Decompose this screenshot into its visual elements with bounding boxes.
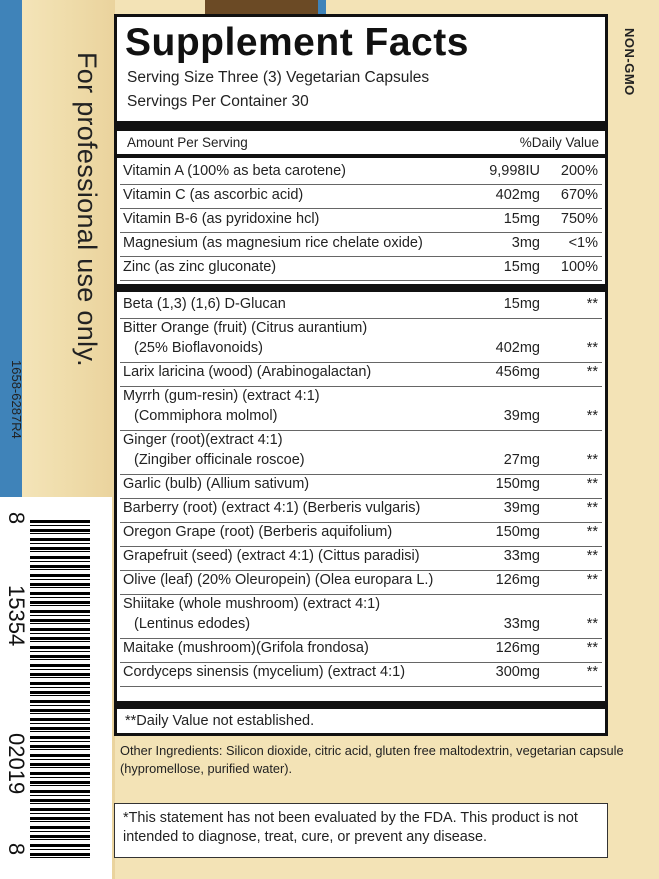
nutrient-daily-value: 750% [560,211,598,227]
ingredient-daily-value: ** [586,408,598,424]
ingredient-daily-value: ** [586,476,598,492]
nutrient-name: Vitamin C (as ascorbic acid) [123,187,304,203]
ingredient-name: Olive (leaf) (20% Oleuropein) (Olea europara L.) [123,572,434,588]
ingredient-row [120,522,602,547]
barcode-digit: 8 [4,842,29,856]
daily-value-footnote: **Daily Value not established. [125,713,315,729]
ingredient-name: Grapefruit (seed) (extract 4:1) (Cittus paradisi) [123,548,420,564]
nutrient-name: Vitamin B-6 (as pyridoxine hcl) [123,211,320,227]
ingredient-subname: (Commiphora molmol) [134,408,278,424]
ingredient-amount: 27mg [503,452,540,468]
ingredient-amount: 150mg [495,524,540,540]
professional-use-text: For professional use only. [72,52,102,367]
thick-divider [117,121,605,131]
ingredient-row [120,546,602,571]
nutrient-daily-value: 200% [560,163,598,179]
ingredient-name: Larix laricina (wood) (Arabinogalactan) [123,364,372,380]
ingredient-name: Ginger (root)(extract 4:1) [123,432,283,448]
other-ingredients: Other Ingredients: Silicon dioxide, citric acid, gluten free maltodextrin, vegetarian capsule (hypromellose, purified water). [120,743,624,776]
ingredient-row [120,318,602,363]
ingredient-daily-value: ** [586,296,598,312]
nutrient-row [120,256,602,281]
thick-divider [117,284,605,292]
ingredient-row [120,294,602,319]
ingredient-name: Shiitake (whole mushroom) (extract 4:1) [123,596,381,612]
barcode-digit [3,585,29,611]
nutrient-amount: 3mg [511,235,540,251]
ingredient-subname: (Zingiber officinale roscoe) [134,452,305,468]
barcode-digit: 8 [4,511,29,525]
ingredient-amount: 39mg [503,408,540,424]
ingredient-row [120,498,602,523]
ingredient-daily-value: ** [586,340,598,356]
nutrient-name: Zinc (as zinc gluconate) [123,259,277,275]
panel-title: Supplement Facts [125,21,469,64]
ingredient-daily-value: ** [586,616,598,632]
ingredient-amount: 39mg [503,500,540,516]
ingredient-subname: (25% Bioflavonoids) [134,340,263,356]
ingredient-amount: 402mg [495,340,540,356]
ingredient-row [120,570,602,595]
nutrient-amount: 15mg [503,211,540,227]
nutrient-daily-value: <1% [568,235,598,251]
thick-divider [117,701,605,709]
ingredient-amount: 126mg [495,572,540,588]
ingredient-name: Beta (1,3) (1,6) D-Glucan [123,296,286,312]
ingredient-daily-value: ** [586,524,598,540]
amount-header: Amount Per Serving [127,135,248,150]
ingredient-daily-value: ** [586,548,598,564]
ingredient-amount: 456mg [495,364,540,380]
ingredient-amount: 33mg [503,548,540,564]
supplement-facts-panel [114,14,608,736]
barcode-bars [30,520,90,860]
daily-value-header: %Daily Value [519,135,599,150]
ingredient-name: Bitter Orange (fruit) (Citrus aurantium) [123,320,368,336]
servings-per-container: Servings Per Container 30 [127,93,309,110]
ingredient-amount: 33mg [503,616,540,632]
nutrient-name: Vitamin A (100% as beta carotene) [123,163,347,179]
ingredient-row [120,638,602,663]
ingredient-row [120,662,602,687]
ingredient-name: Barberry (root) (extract 4:1) (Berberis vulgaris) [123,500,421,516]
lot-code: 1658-6287R4 [9,360,24,439]
ingredient-row [120,430,602,475]
ingredient-name: Garlic (bulb) (Allium sativum) [123,476,310,492]
ingredient-name: Myrrh (gum-resin) (extract 4:1) [123,388,320,404]
ingredient-daily-value: ** [586,364,598,380]
nutrient-daily-value: 100% [560,259,598,275]
nutrient-amount: 15mg [503,259,540,275]
ingredient-amount: 126mg [495,640,540,656]
ingredient-subname: (Lentinus edodes) [134,616,251,632]
nutrient-daily-value: 670% [560,187,598,203]
ingredient-row [120,474,602,499]
non-gmo-badge: NON-GMO [622,28,637,96]
barcode-digit [3,733,29,759]
ingredient-amount: 300mg [495,664,540,680]
ingredient-row [120,386,602,431]
ingredient-daily-value: ** [586,664,598,680]
ingredient-daily-value: ** [586,500,598,516]
ingredient-row [120,594,602,639]
nutrient-row [120,184,602,209]
top-blue-bar [318,0,326,14]
medium-divider [117,154,605,158]
nutrient-amount: 402mg [495,187,540,203]
ingredient-daily-value: ** [586,640,598,656]
nutrient-row [120,208,602,233]
fda-disclaimer: *This statement has not been evaluated by the FDA. This product is not intended to diagnose, treat, cure, or prevent any disease. [114,803,608,858]
nutrient-name: Magnesium (as magnesium rice chelate oxide) [123,235,423,251]
ingredient-name: Oregon Grape (root) (Berberis aquifolium) [123,524,393,540]
top-brown-bar [205,0,318,14]
ingredient-amount: 150mg [495,476,540,492]
nutrient-amount: 9,998IU [489,163,540,179]
ingredient-row [120,362,602,387]
ingredient-name: Maitake (mushroom)(Grifola frondosa) [123,640,369,656]
ingredient-amount: 15mg [503,296,540,312]
ingredient-name: Cordyceps sinensis (mycelium) (extract 4:1) [123,664,406,680]
nutrient-row [120,232,602,257]
nutrient-row [120,160,602,185]
ingredient-daily-value: ** [586,572,598,588]
serving-size: Serving Size Three (3) Vegetarian Capsules [127,69,430,86]
ingredient-daily-value: ** [586,452,598,468]
